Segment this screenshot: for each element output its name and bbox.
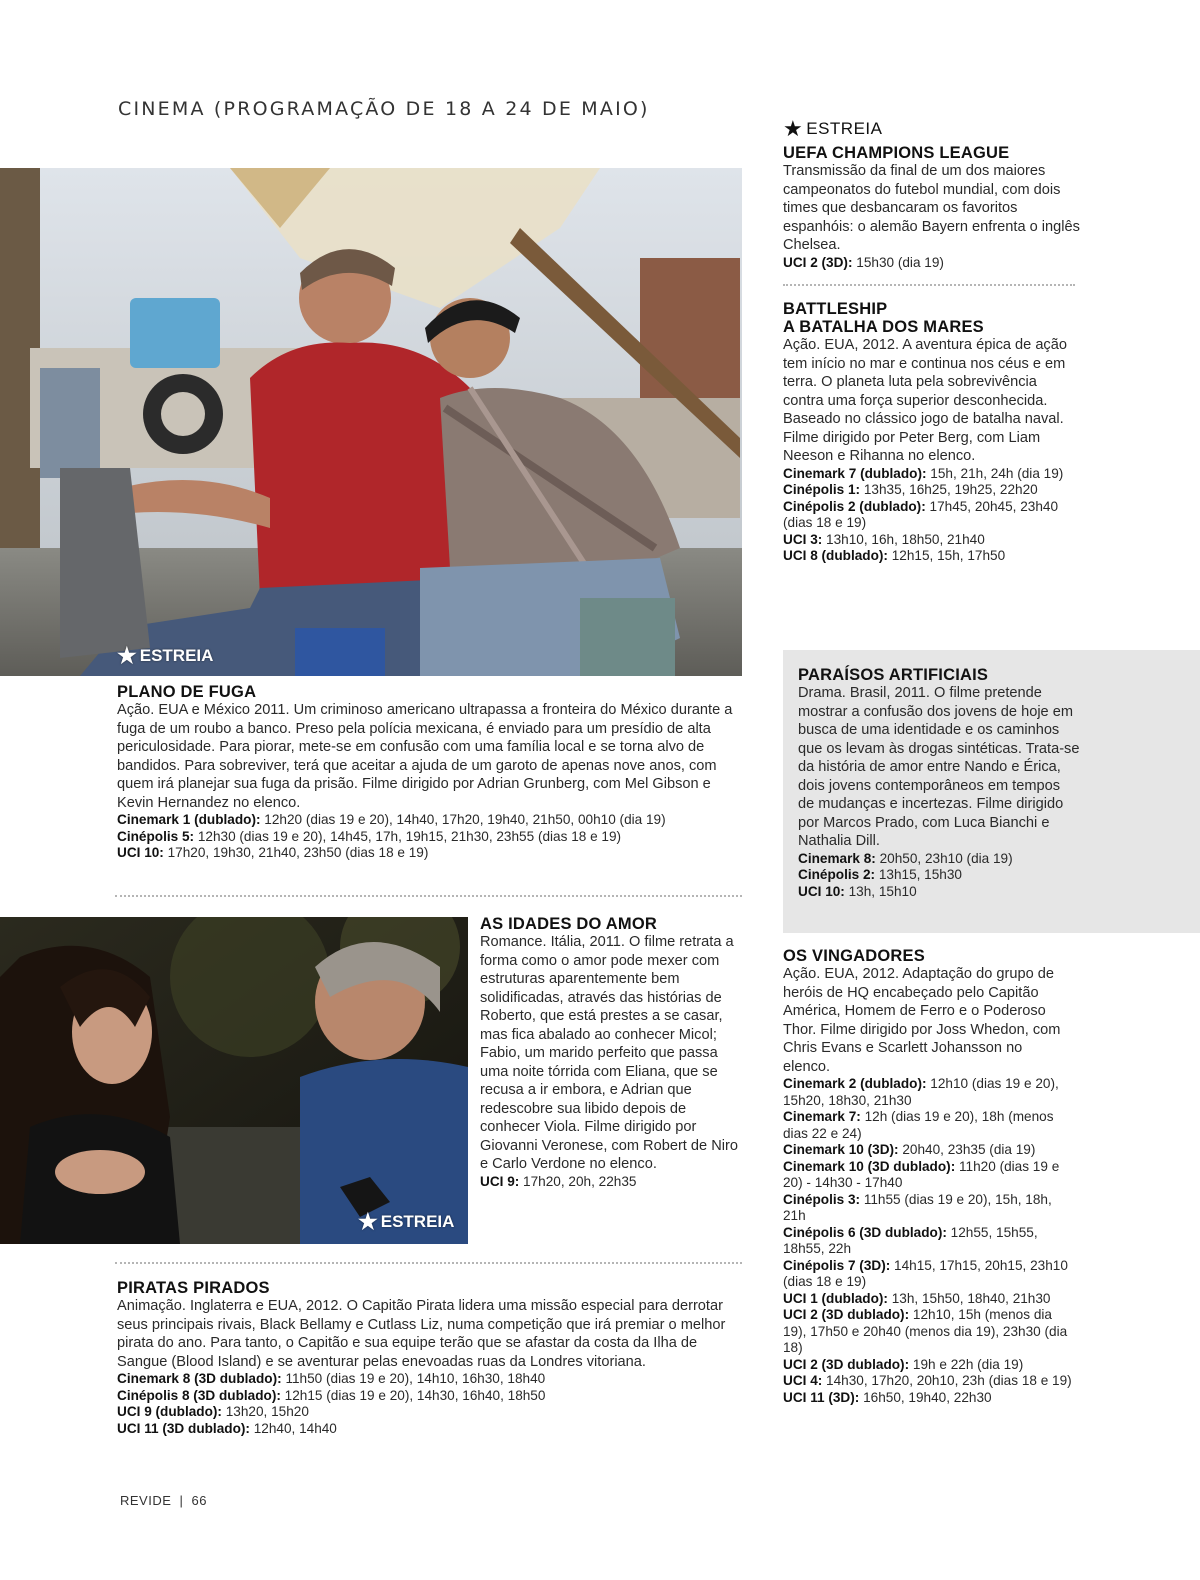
showtime-hours: 13h15, 15h30 bbox=[875, 867, 962, 882]
cinema-name: Cinemark 8 (3D dublado): bbox=[117, 1371, 282, 1386]
vingadores-block bbox=[783, 947, 1073, 1406]
cinema-name: Cinépolis 6 (3D dublado): bbox=[783, 1224, 947, 1240]
showtime-row bbox=[783, 1076, 1073, 1109]
movie-description: Transmissão da final de um dos maiores campeonatos do futebol mundial, com dois times que desbancaram os favoritos espanhóis: o alemão Bayern enfrenta o inglês Chelsea. bbox=[783, 163, 1080, 253]
cinema-name: UCI 2 (3D): bbox=[783, 254, 853, 270]
cinema-name: Cinemark 10 (3D dublado): bbox=[783, 1158, 956, 1174]
movie-title: OS VINGADORES bbox=[783, 947, 925, 965]
showtime-hours: 13h, 15h50, 18h40, 21h30 bbox=[887, 1290, 1051, 1306]
showtime-hours: 11h50 (dias 19 e 20), 14h10, 16h30, 18h40 bbox=[281, 1371, 546, 1386]
estreia-badge bbox=[358, 1211, 454, 1233]
movie-title: PARAÍSOS ARTIFICIAIS bbox=[798, 666, 989, 684]
movie-description: Drama. Brasil, 2011. O filme pretende mostrar a confusão dos jovens de hoje em busca de uma identidade e os caminhos que os levam às drogas sintéticas. Trata-se da história de amor entre Nando e Érica, dois jovens contemporâneos em tempos de mudanças e incertezas. Filme dirigido por Marcos Prado, com Luca Bianchi e Nathalia Dill. bbox=[798, 685, 1080, 849]
idades-do-amor-image bbox=[0, 917, 468, 1244]
showtime-hours: 13h35, 16h25, 19h25, 22h20 bbox=[860, 482, 1038, 497]
movie-description: Ação. EUA, 2012. Adaptação do grupo de heróis de HQ encabeçado pelo Capitão América, Homem de Ferro e o Poderoso Thor. Filme dirigido por Joss Whedon, com Chris Evans e Scarlett Johansson no elenco. bbox=[783, 966, 1061, 1075]
showtimes bbox=[117, 1371, 732, 1437]
movie-description: Ação. EUA, 2012. A aventura épica de ação tem início no mar e continua nos céus e em terra. O planeta luta pela sobrevivência contra uma força superior desconhecida. Baseado no clássico jogo de batalha naval. Filme dirigido por Peter Berg, com Liam Neeson e Rihanna no elenco. bbox=[783, 337, 1067, 464]
movie-title: AS IDADES DO AMOR bbox=[480, 915, 657, 933]
showtime-row bbox=[783, 1291, 1073, 1308]
idades-do-amor-block bbox=[480, 915, 742, 1190]
showtime-hours: 13h10, 16h, 18h50, 21h40 bbox=[822, 531, 985, 547]
showtime-row bbox=[117, 1371, 732, 1388]
cinema-name: UCI 4: bbox=[783, 1373, 823, 1388]
cinema-name: UCI 1 (dublado): bbox=[783, 1290, 888, 1306]
showtime-hours: 14h30, 17h20, 20h10, 23h (dias 18 e 19) bbox=[822, 1373, 1072, 1388]
showtimes bbox=[480, 1174, 742, 1191]
plano-de-fuga-block bbox=[117, 683, 742, 862]
page-footer bbox=[120, 1493, 207, 1508]
star-icon: ★ bbox=[783, 116, 804, 141]
showtime-row bbox=[117, 1404, 732, 1421]
cinema-name: UCI 10: bbox=[117, 845, 164, 860]
showtime-row bbox=[783, 548, 1073, 565]
showtime-hours: 12h (dias 19 e 20), 18h (menos dias 22 e 24) bbox=[783, 1109, 1054, 1141]
cinema-name: Cinemark 10 (3D): bbox=[783, 1142, 899, 1157]
showtime-row bbox=[798, 867, 1080, 884]
paraisos-block bbox=[798, 666, 1080, 900]
showtime-hours: 17h20, 20h, 22h35 bbox=[519, 1173, 637, 1189]
cinema-name: Cinépolis 7 (3D): bbox=[783, 1257, 891, 1273]
movie-title: PLANO DE FUGA bbox=[117, 683, 257, 701]
movie-title: UEFA CHAMPIONS LEAGUE bbox=[783, 144, 1010, 162]
plano-de-fuga-image bbox=[0, 168, 742, 676]
showtime-row bbox=[783, 1390, 1073, 1407]
showtime-row bbox=[783, 1373, 1073, 1390]
cinema-name: Cinemark 7: bbox=[783, 1109, 861, 1124]
showtime-row bbox=[783, 1159, 1073, 1192]
cinema-name: UCI 8 (dublado): bbox=[783, 548, 888, 563]
showtime-hours: 14h15, 17h15, 20h15, 23h10 (dias 18 e 19) bbox=[783, 1257, 1068, 1289]
cinema-name: UCI 11 (3D): bbox=[783, 1389, 860, 1405]
cinema-name: UCI 3: bbox=[783, 531, 823, 547]
showtime-row bbox=[798, 851, 1080, 868]
showtimes bbox=[117, 812, 742, 862]
cinema-name: UCI 11 (3D dublado): bbox=[117, 1420, 250, 1436]
showtime-hours: 15h, 21h, 24h (dia 19) bbox=[926, 465, 1064, 481]
showtime-row bbox=[783, 1142, 1073, 1159]
showtime-hours: 11h20 (dias 19 e 20) - 14h30 - 17h40 bbox=[783, 1158, 1060, 1190]
cinema-name: Cinemark 8: bbox=[798, 850, 876, 866]
cinema-name: Cinépolis 3: bbox=[783, 1191, 861, 1207]
cinema-name: UCI 9 (dublado): bbox=[117, 1404, 222, 1419]
movie-description: Romance. Itália, 2011. O filme retrata a forma como o amor pode mexer com estruturas aparentemente bem solidificadas, através das histórias de Roberto, que está prestes a se casar, mas fica abalado ao conhecer Micol; Fabio, um marido perfeito que passa uma noite tórrida com Eliana, que se recusa a ir embora, e Adrian que redescobre sua libido depois de conhecer Viola. Filme dirigido por Giovanni Veronese, com Robert de Niro e Carlo Verdone no elenco. bbox=[480, 934, 738, 1172]
magazine-name: REVIDE bbox=[120, 1493, 172, 1508]
cinema-name: UCI 2 (3D dublado): bbox=[783, 1307, 910, 1322]
showtime-row bbox=[783, 466, 1073, 483]
cinema-name: Cinépolis 2 (dublado): bbox=[783, 498, 926, 514]
showtime-hours: 11h55 (dias 19 e 20), 15h, 18h, 21h bbox=[783, 1191, 1052, 1223]
plano-de-fuga-photo bbox=[0, 168, 742, 676]
showtime-hours: 17h20, 19h30, 21h40, 23h50 (dias 18 e 19) bbox=[163, 845, 429, 860]
showtime-hours: 17h45, 20h45, 23h40 (dias 18 e 19) bbox=[783, 498, 1059, 530]
showtime-row bbox=[783, 255, 1083, 272]
showtime-hours: 12h10 (dias 19 e 20), 15h20, 18h30, 21h30 bbox=[783, 1076, 1059, 1108]
showtime-hours: 20h50, 23h10 (dia 19) bbox=[875, 850, 1013, 866]
showtimes bbox=[798, 851, 1080, 901]
showtime-row bbox=[783, 1357, 1073, 1374]
showtimes bbox=[783, 466, 1073, 565]
showtime-hours: 12h15 (dias 19 e 20), 14h30, 16h40, 18h50 bbox=[280, 1387, 546, 1403]
showtime-row bbox=[117, 845, 742, 862]
showtime-hours: 12h20 (dias 19 e 20), 14h40, 17h20, 19h40, 21h50, 00h10 (dia 19) bbox=[260, 812, 666, 827]
showtime-hours: 16h50, 19h40, 22h30 bbox=[859, 1389, 992, 1405]
showtimes bbox=[783, 1076, 1073, 1406]
cinema-name: Cinépolis 1: bbox=[783, 482, 861, 497]
idades-do-amor-photo bbox=[0, 917, 468, 1244]
showtime-hours: 12h55, 15h55, 18h55, 22h bbox=[783, 1224, 1038, 1256]
cinema-name: Cinemark 2 (dublado): bbox=[783, 1076, 927, 1091]
showtime-hours: 12h40, 14h40 bbox=[249, 1420, 337, 1436]
estreia-badge-label: ESTREIA bbox=[380, 1212, 455, 1231]
divider bbox=[115, 1262, 742, 1264]
showtime-hours: 12h30 (dias 19 e 20), 14h45, 17h, 19h15, 21h30, 23h55 (dias 18 e 19) bbox=[194, 828, 622, 844]
cinema-name: UCI 9: bbox=[480, 1173, 520, 1189]
estreia-badge bbox=[117, 645, 213, 667]
estreia-heading bbox=[783, 116, 882, 142]
estreia-heading-label: ESTREIA bbox=[806, 119, 883, 138]
divider bbox=[115, 895, 742, 897]
movie-title: PIRATAS PIRADOS bbox=[117, 1279, 270, 1297]
cinema-name: UCI 10: bbox=[798, 883, 845, 899]
cinema-name: Cinemark 1 (dublado): bbox=[117, 812, 261, 827]
showtime-hours: 12h10, 15h (menos dia 19), 17h50 e 20h40 (menos dia 19), 23h30 (dia 18) bbox=[783, 1307, 1068, 1355]
movie-description: Ação. EUA e México 2011. Um criminoso americano ultrapassa a fronteira do México durante a fuga de um roubo a banco. Preso pela polícia mexicana, é enviado para um presídio de alta periculosidade. Para piorar, mete-se em confusão com uma família local e se torna alvo de bandidos. Para sobreviver, terá que aceitar a ajuda de um garoto de apenas nove anos, com quem irá planejar sua fuga da prisão. Filme dirigido por Adrian Grunberg, com Mel Gibson e Kevin Hernandez no elenco. bbox=[117, 702, 733, 811]
divider bbox=[783, 284, 1075, 286]
star-icon: ★ bbox=[117, 643, 137, 668]
cinema-name: Cinemark 7 (dublado): bbox=[783, 465, 927, 481]
showtime-row bbox=[783, 1109, 1073, 1142]
movie-subtitle: A BATALHA DOS MARES bbox=[783, 318, 984, 336]
showtime-hours: 15h30 (dia 19) bbox=[852, 254, 944, 270]
battleship-block bbox=[783, 300, 1073, 565]
uefa-block bbox=[783, 144, 1083, 271]
section-title: CINEMA (PROGRAMAÇÃO DE 18 A 24 DE MAIO) bbox=[118, 98, 650, 120]
showtime-hours: 13h20, 15h20 bbox=[221, 1404, 309, 1419]
footer-separator: | bbox=[179, 1493, 184, 1508]
showtime-row bbox=[783, 499, 1073, 532]
showtime-row bbox=[783, 1225, 1073, 1258]
showtime-row bbox=[783, 482, 1073, 499]
showtime-hours: 19h e 22h (dia 19) bbox=[909, 1356, 1024, 1372]
showtimes bbox=[783, 255, 1083, 272]
showtime-hours: 20h40, 23h35 (dia 19) bbox=[898, 1142, 1036, 1157]
movie-description: Animação. Inglaterra e EUA, 2012. O Capitão Pirata lidera uma missão especial para derrotar seus principais rivais, Black Bellamy e Cutlass Liz, numa competição que irá premiar o melhor pirata do ano. Para tanto, o Capitão e sua equipe terão que se afastar da costa da Ilha de Sangue (Blood Island) e se aventurar pelas enevoadas ruas da Londres vitoriana. bbox=[117, 1298, 726, 1370]
estreia-badge-label: ESTREIA bbox=[139, 646, 214, 665]
cinema-name: Cinépolis 2: bbox=[798, 867, 876, 882]
cinema-name: Cinépolis 5: bbox=[117, 828, 195, 844]
showtime-hours: 12h15, 15h, 17h50 bbox=[887, 548, 1006, 563]
page-number: 66 bbox=[191, 1493, 208, 1508]
showtime-row bbox=[117, 1388, 732, 1405]
showtime-row bbox=[117, 812, 742, 829]
showtime-row bbox=[798, 884, 1080, 901]
showtime-row bbox=[117, 1421, 732, 1438]
movie-title: BATTLESHIP bbox=[783, 300, 888, 318]
showtime-row bbox=[480, 1174, 742, 1191]
showtime-row bbox=[783, 1192, 1073, 1225]
cinema-name: UCI 2 (3D dublado): bbox=[783, 1356, 910, 1372]
piratas-pirados-block bbox=[117, 1279, 732, 1437]
star-icon: ★ bbox=[358, 1209, 378, 1234]
showtime-row bbox=[783, 1307, 1073, 1357]
showtime-hours: 13h, 15h10 bbox=[844, 883, 917, 899]
showtime-row bbox=[117, 829, 742, 846]
showtime-row bbox=[783, 532, 1073, 549]
cinema-name: Cinépolis 8 (3D dublado): bbox=[117, 1387, 281, 1403]
showtime-row bbox=[783, 1258, 1073, 1291]
